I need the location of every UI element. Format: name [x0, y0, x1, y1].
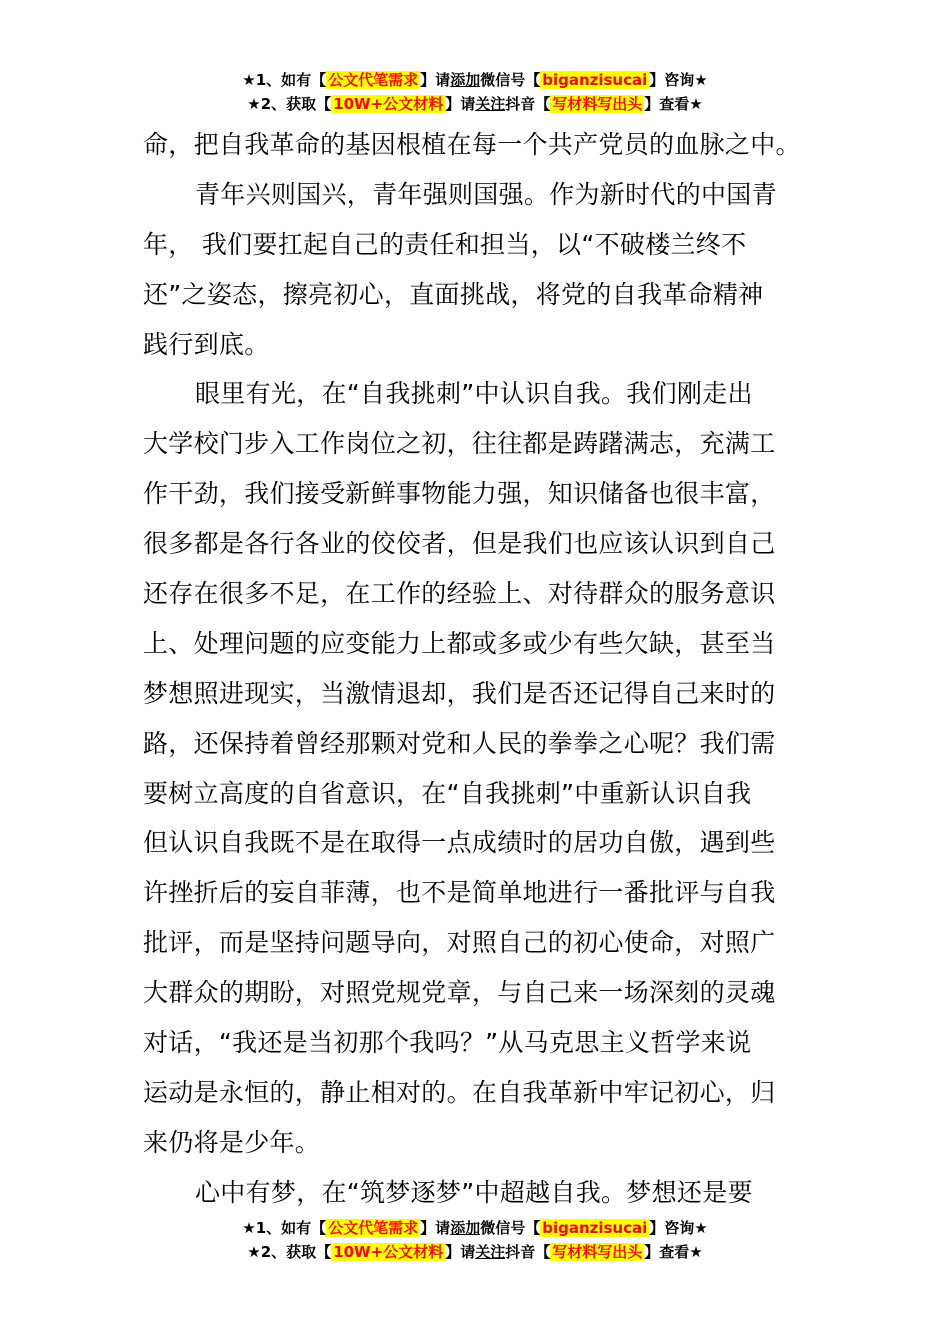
banner-highlight: 10W+公文材料 — [333, 95, 444, 113]
banner-underline: 添加 — [450, 71, 481, 89]
banner-highlight: biganzisucai — [542, 71, 648, 89]
banner-text: 】查看★ — [644, 95, 703, 113]
document-body — [143, 120, 807, 1218]
banner-text: 微信号【 — [480, 71, 541, 89]
body-line: 路，还保持着曾经那颗对党和人民的拳拳之心呢？我们需 — [143, 728, 776, 758]
body-line: 很多都是各行各业的佼佼者，但是我们也应该认识到自己 — [143, 529, 776, 559]
body-line: 对话，“我还是当初那个我吗？”从马克思主义哲学来说 — [143, 1028, 752, 1058]
paragraph-start-line: 青年兴则国兴，青年强则国强。作为新时代的中国青 — [195, 179, 777, 209]
banner-text: 】请 — [420, 71, 451, 89]
header-banner — [0, 68, 950, 116]
banner-text: ★1、如有【 — [242, 71, 327, 89]
banner-line-1 — [0, 1216, 950, 1240]
banner-text: 】请 — [420, 1219, 451, 1237]
banner-line-1 — [0, 68, 950, 92]
body-line: 还”之姿态，擦亮初心，直面挑战，将党的自我革命精神 — [143, 279, 764, 309]
body-line: 上、处理问题的应变能力上都或多或少有些欠缺，甚至当 — [143, 628, 776, 658]
banner-highlight: biganzisucai — [542, 1219, 648, 1237]
body-line: 作干劲，我们接受新鲜事物能力强，知识储备也很丰富， — [143, 479, 776, 509]
banner-text: 】咨询★ — [649, 71, 708, 89]
body-line: 大群众的期盼，对照党规党章，与自己来一场深刻的灵魂 — [143, 978, 776, 1008]
body-line: 许挫折后的妄自菲薄，也不是简单地进行一番批评与自我 — [143, 878, 776, 908]
banner-highlight: 写材料写出头 — [552, 1243, 643, 1261]
body-line: 运动是永恒的，静止相对的。在自我革新中牢记初心，归 — [143, 1077, 776, 1107]
banner-text: 微信号【 — [480, 1219, 541, 1237]
banner-underline: 添加 — [450, 1219, 481, 1237]
banner-text: 】咨询★ — [649, 1219, 708, 1237]
body-line: 年， 我们要扛起自己的责任和担当，以“不破楼兰终不 — [143, 229, 747, 259]
banner-text: ★2、获取【 — [247, 1243, 332, 1261]
banner-text: ★1、如有【 — [242, 1219, 327, 1237]
banner-text: 】请 — [445, 95, 476, 113]
body-line: 但认识自我既不是在取得一点成绩时的居功自傲，遇到些 — [143, 828, 776, 858]
banner-text: ★2、获取【 — [247, 95, 332, 113]
body-line: 践行到底。 — [143, 329, 270, 359]
banner-text: 抖音【 — [505, 1243, 551, 1261]
body-line: 命，把自我革命的基因根植在每一个共产党员的血脉之中。 — [143, 130, 801, 159]
footer-banner — [0, 1216, 950, 1264]
banner-highlight: 写材料写出头 — [552, 95, 643, 113]
banner-line-2 — [0, 1240, 950, 1264]
banner-underline: 关注 — [475, 1243, 506, 1261]
body-line: 要树立高度的自省意识，在“自我挑刺”中重新认识自我 — [143, 778, 752, 808]
banner-text: 抖音【 — [505, 95, 551, 113]
paragraph-start-line: 心中有梦，在“筑梦逐梦”中超越自我。梦想还是要 — [195, 1177, 753, 1207]
body-line: 批评，而是坚持问题导向，对照自己的初心使命，对照广 — [143, 928, 776, 958]
banner-underline: 关注 — [475, 95, 506, 113]
body-line: 梦想照进现实，当激情退却，我们是否还记得自己来时的 — [143, 678, 776, 708]
body-line: 来仍将是少年。 — [143, 1127, 321, 1157]
banner-text: 】查看★ — [644, 1243, 703, 1261]
banner-text: 】请 — [445, 1243, 476, 1261]
banner-highlight: 10W+公文材料 — [333, 1243, 444, 1261]
paragraph-start-line: 眼里有光，在“自我挑刺”中认识自我。我们刚走出 — [195, 379, 753, 409]
body-line: 大学校门步入工作岗位之初，往往都是踌躇满志，充满工 — [143, 429, 776, 459]
body-line: 还存在很多不足，在工作的经验上、对待群众的服务意识 — [143, 579, 776, 609]
banner-line-2 — [0, 92, 950, 116]
banner-highlight: 公文代笔需求 — [328, 1219, 419, 1237]
banner-highlight: 公文代笔需求 — [328, 71, 419, 89]
